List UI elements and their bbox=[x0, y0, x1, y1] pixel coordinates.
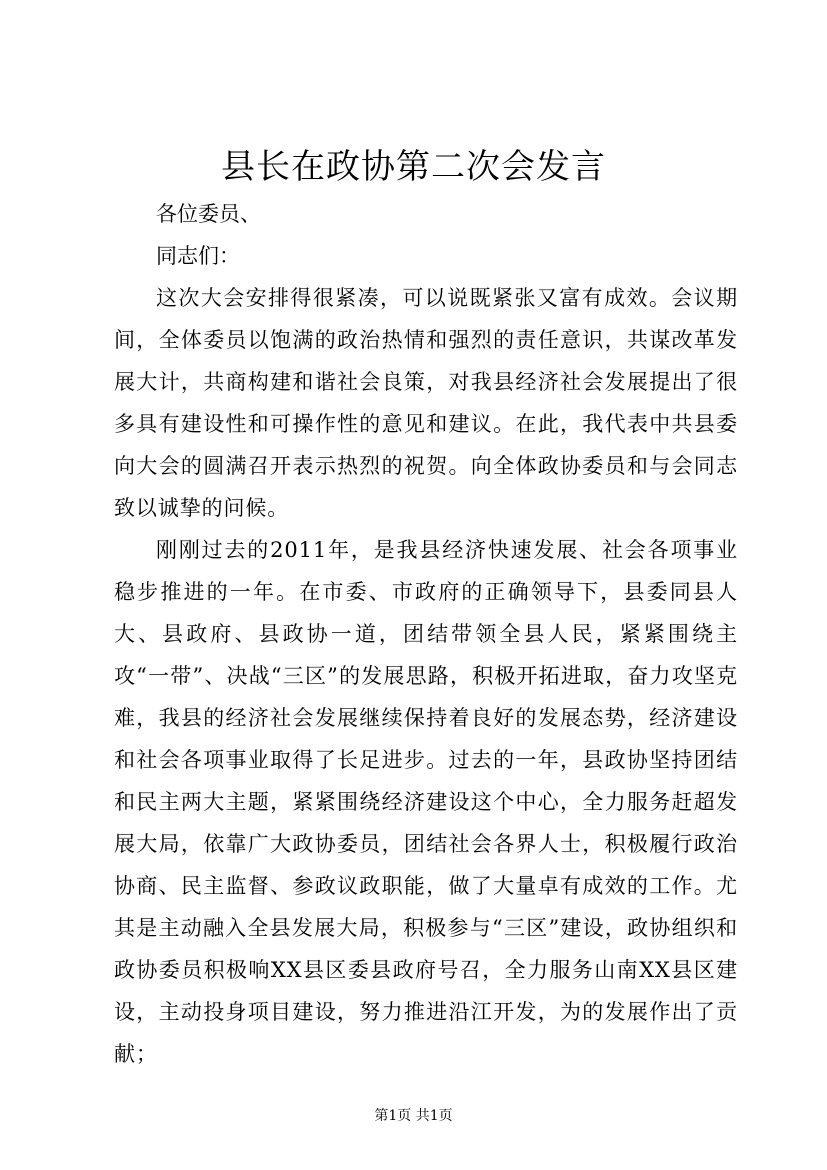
document-body bbox=[114, 193, 738, 1075]
paragraph-1: 这次大会安排得很紧凑，可以说既紧张又富有成效。会议期间，全体委员以饱满的政治热情和强烈的责任意识，共谋改革发展大计，共商构建和谐社会良策，对我县经济社会发展提出了很多具有建设性和可操作性的意见和建议。在此，我代表中共县委向大会的圆满召开表示热烈的祝贺。向全体政协委员和与会同志致以诚挚的问候。 bbox=[114, 286, 738, 520]
salutation-line-1: 各位委员、 bbox=[156, 202, 261, 226]
page-footer: 第1页 共1页 bbox=[374, 1108, 453, 1124]
salutation-line-2: 同志们： bbox=[156, 244, 240, 268]
document-title: 县长在政协第二次会发言 bbox=[221, 147, 606, 187]
paragraph-2: 刚刚过去的2011年，是我县经济快速发展、社会各项事业稳步推进的一年。在市委、市政府的正确领导下，县委同县人大、县政府、县政协一道，团结带领全县人民，紧紧围绕主攻“一带”、决战“三区”的发展思路，积极开拓进取，奋力攻坚克难，我县的经济社会发展继续保持着良好的发展态势，经济建设和社会各项事业取得了长足进步。过去的一年，县政协坚持团结和民主两大主题，紧紧围绕经济建设这个中心，全力服务赶超发展大局，依靠广大政协委员，团结社会各界人士，积极履行政治协商、民主监督、参政议政职能，做了大量卓有成效的工作。尤其是主动融入全县发展大局，积极参与“三区”建设，政协组织和政协委员积极响XX县区委县政府号召，全力服务山南XX县区建设，主动投身项目建设，努力推进沿江开发，为的发展作出了贡献； bbox=[114, 538, 738, 1066]
